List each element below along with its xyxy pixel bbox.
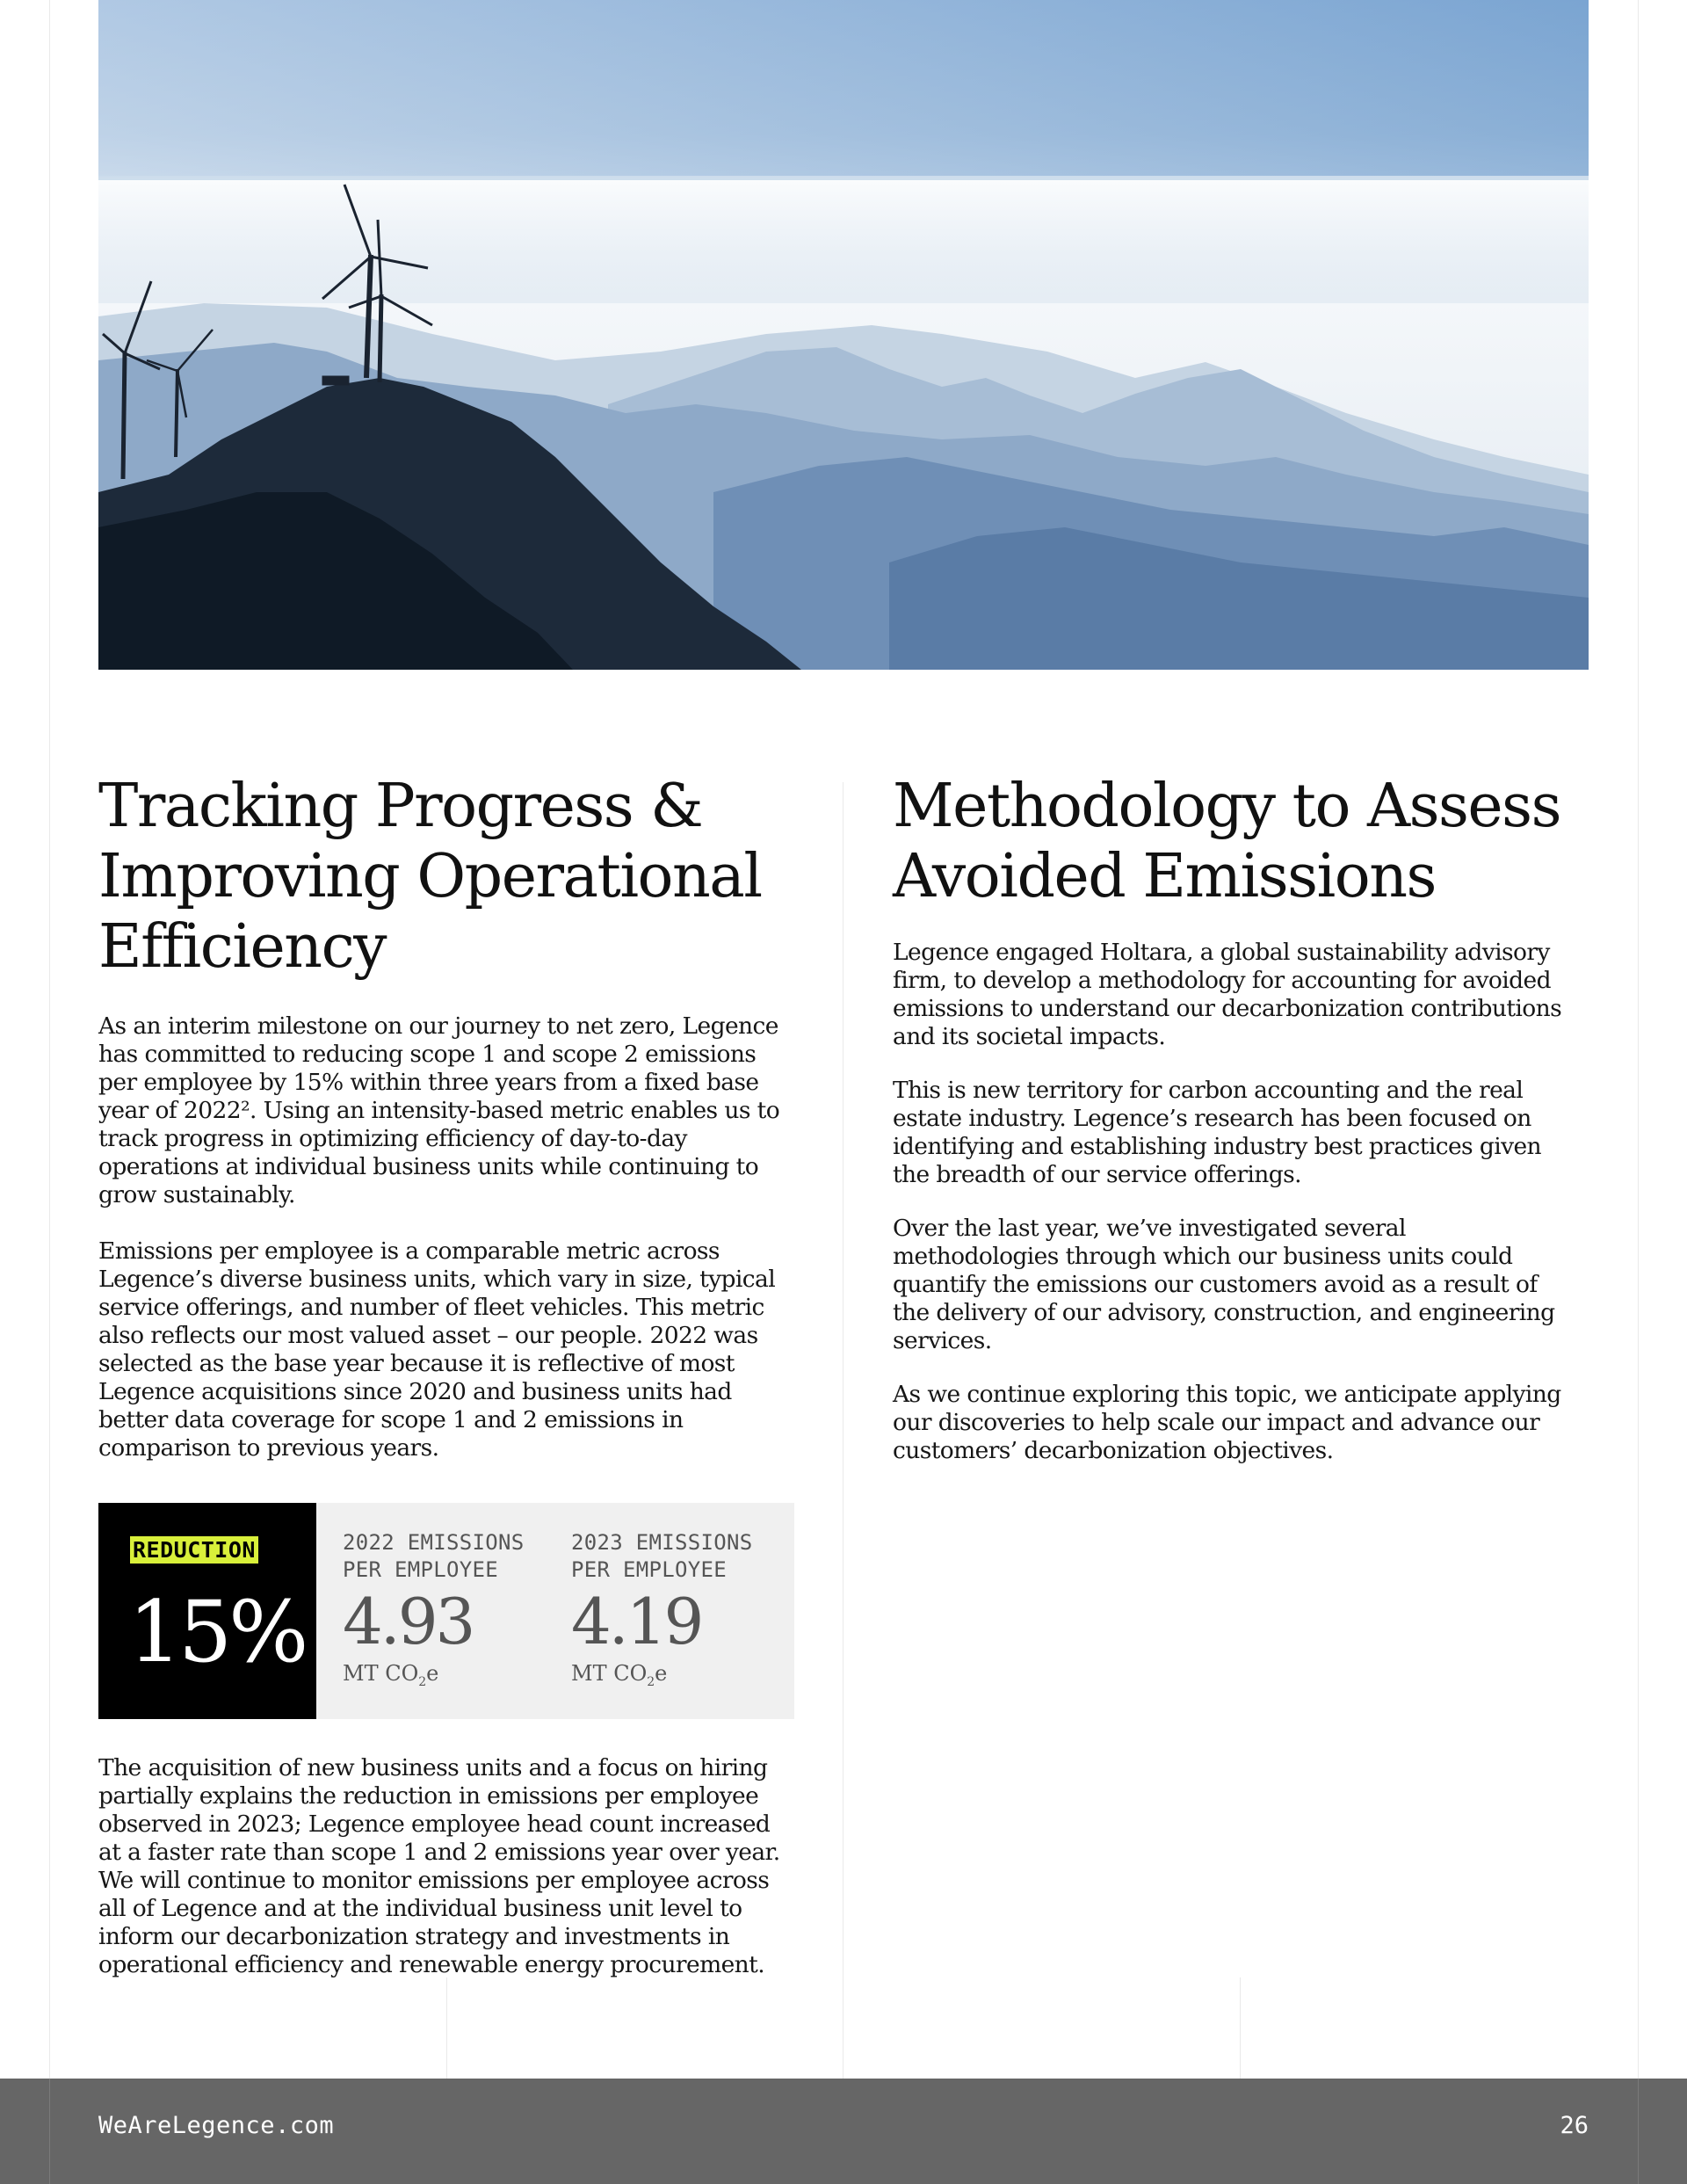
footer-guide-right xyxy=(1638,2079,1639,2184)
left-column xyxy=(98,772,794,1979)
column-divider xyxy=(843,782,844,2079)
right-column xyxy=(893,772,1578,1465)
stat-2022-value: 4.93 xyxy=(343,1585,474,1658)
stat-2023 xyxy=(571,1529,782,1696)
emissions-comparison-panel xyxy=(316,1503,794,1719)
page-footer xyxy=(0,2079,1687,2184)
wind-turbines-mountains-photo xyxy=(98,0,1589,670)
guide-bottom-1 xyxy=(446,1977,447,2079)
left-paragraph-1: As an interim milestone on our journey to net zero, Legence has committed to reducing scope 1 and scope 2 emissions per employee by 15% within three years from a fixed base year of 2022². Using an intensity-based metric enables us to track progress in optimizing efficiency of day-to-day operations at individual business units while continuing to grow sustainably. xyxy=(98,1012,780,1208)
left-paragraph-3: The acquisition of new business units and a focus on hiring partially explains the reduction in emissions per employee observed in 2023; Legence employee head count increased at a faster rate than scope 1 and 2 emissions year over year. We will continue to monitor emissions per employee across all of Legence and at the individual business unit level to inform our decarbonization strategy and investments in operational efficiency and renewable energy procurement. xyxy=(98,1754,780,1978)
reduction-panel xyxy=(98,1503,316,1719)
right-paragraph-2: This is new territory for carbon accounting and the real estate industry. Legence’s research has been focused on identifying and establishing industry best practices given the breadth of our service offerings. xyxy=(893,1077,1542,1188)
emissions-stat-card xyxy=(98,1503,794,1719)
stat-2023-value: 4.19 xyxy=(571,1585,702,1658)
left-heading: Tracking Progress & Improving Operational Efficiency xyxy=(98,772,762,982)
page-guide-right xyxy=(1638,0,1639,2079)
stat-2023-unit: MT $CO_2e$ xyxy=(571,1661,668,1689)
page-guide-left xyxy=(49,0,50,2079)
stat-2022 xyxy=(343,1529,554,1696)
right-paragraph-1: Legence engaged Holtara, a global sustainability advisory firm, to develop a methodology for accounting for avoided emissions to understand our decarbonization contributions and its societal impacts. xyxy=(893,939,1562,1050)
right-paragraph-4: As we continue exploring this topic, we anticipate applying our discoveries to help scale our impact and advance our customers’ decarbonization objectives. xyxy=(893,1381,1561,1464)
right-heading: Methodology to Assess Avoided Emissions xyxy=(893,772,1560,911)
stat-2022-label: 2022 EMISSIONS PER EMPLOYEE xyxy=(343,1530,525,1582)
page-number: 26 xyxy=(1560,2112,1589,2139)
website-link[interactable]: WeAreLegence.com xyxy=(98,2112,335,2139)
right-paragraph-3: Over the last year, we’ve investigated several methodologies through which our business units could quantify the emissions our customers avoid as a result of the delivery of our advisory, construction, and engineering services. xyxy=(893,1215,1555,1354)
hero-image xyxy=(98,0,1589,670)
footer-guide-left xyxy=(49,2079,50,2184)
stat-2022-unit: MT $CO_2e$ xyxy=(343,1661,439,1689)
guide-bottom-2 xyxy=(1240,1977,1241,2079)
reduction-badge: REDUCTION xyxy=(130,1536,258,1564)
stat-2023-label: 2023 EMISSIONS PER EMPLOYEE xyxy=(571,1530,753,1582)
reduction-percent: 15% xyxy=(128,1583,306,1681)
left-paragraph-2: Emissions per employee is a comparable metric across Legence’s diverse business units, which vary in size, typical service offerings, and number of fleet vehicles. This metric also reflects our most valued asset – our people. 2022 was selected as the base year because it is reflective of most Legence acquisitions since 2020 and business units had better data coverage for scope 1 and 2 emissions in comparison to previous years. xyxy=(98,1237,776,1462)
